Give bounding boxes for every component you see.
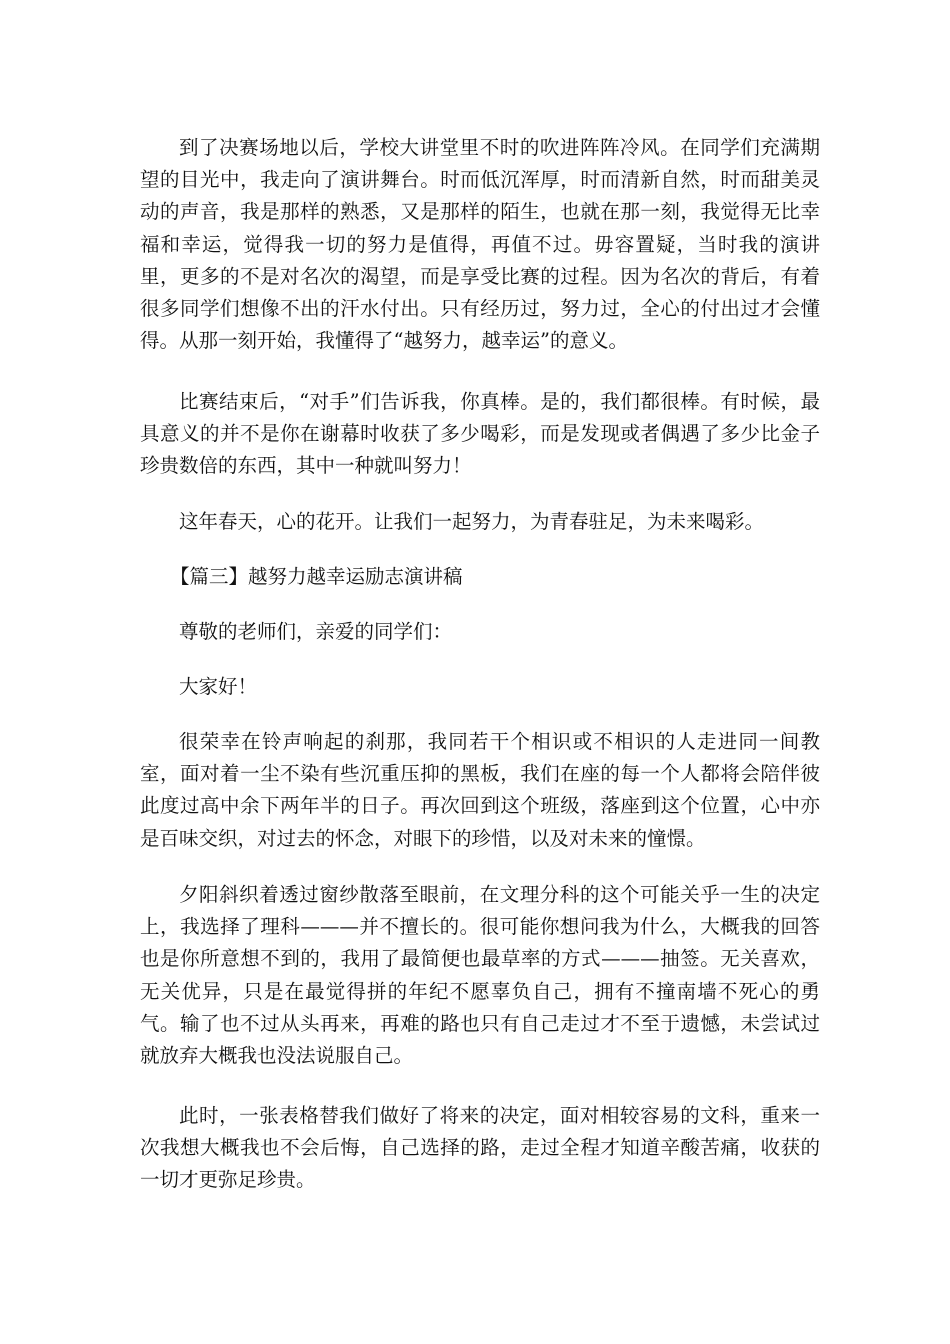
salutation: 尊敬的老师们，亲爱的同学们： (179, 620, 453, 643)
paragraph-after-competition: 比赛结束后，“对手”们告诉我，你真棒。是的，我们都很棒。有时候，最具意义的并不是你在谢幕时收获了多少喝彩，而是发现或者偶遇了多少比金子珍贵数倍的东西，其中一种就叫努力！ (140, 390, 820, 478)
greeting: 大家好！ (179, 675, 258, 698)
paragraph-final-competition: 到了决赛场地以后，学校大讲堂里不时的吹进阵阵冷风。在同学们充满期望的目光中，我走向了演讲舞台。时而低沉浑厚，时而清新自然，时而甜美灵动的声音，我是那样的熟悉，又是那样的陌生，也就在那一刻，我觉得无比幸福和幸运，觉得我一切的努力是值得，再值不过。毋容置疑，当时我的演讲里，更多的不是对名次的渴望，而是享受比赛的过程。因为名次的背后，有着很多同学们想像不出的汗水付出。只有经历过，努力过，全心的付出过才会懂得。从那一刻开始，我懂得了“越努力，越幸运”的意义。 (140, 136, 820, 353)
paragraph-spring: 这年春天，心的花开。让我们一起努力，为青春驻足，为未来喝彩。 (179, 510, 765, 533)
section-heading: 【篇三】越努力越幸运励志演讲稿 (170, 565, 463, 588)
paragraph-subject-choice: 夕阳斜织着透过窗纱散落至眼前，在文理分科的这个可能关乎一生的决定上，我选择了理科———并不擅长的。很可能你想问我为什么，大概我的回答也是你所意想不到的，我用了最简便也最草率的方式———抽签。无关喜欢，无关优异，只是在最觉得拼的年纪不愿辜负自己，拥有不撞南墙不死心的勇气。输了也不过从头再来，再难的路也只有自己走过才不至于遗憾，未尝试过就放弃大概我也没法说服自己。 (140, 883, 820, 1068)
paragraph-decision: 此时，一张表格替我们做好了将来的决定，面对相较容易的文科，重来一次我想大概我也不会后悔，自己选择的路，走过全程才知道辛酸苦痛，收获的一切才更弥足珍贵。 (140, 1104, 820, 1192)
paragraph-classroom: 很荣幸在铃声响起的刹那，我同若干个相识或不相识的人走进同一间教室，面对着一尘不染有些沉重压抑的黑板，我们在座的每一个人都将会陪伴彼此度过高中余下两年半的日子。再次回到这个班级，落座到这个位置，心中亦是百味交织，对过去的怀念，对眼下的珍惜，以及对未来的憧憬。 (140, 730, 820, 850)
